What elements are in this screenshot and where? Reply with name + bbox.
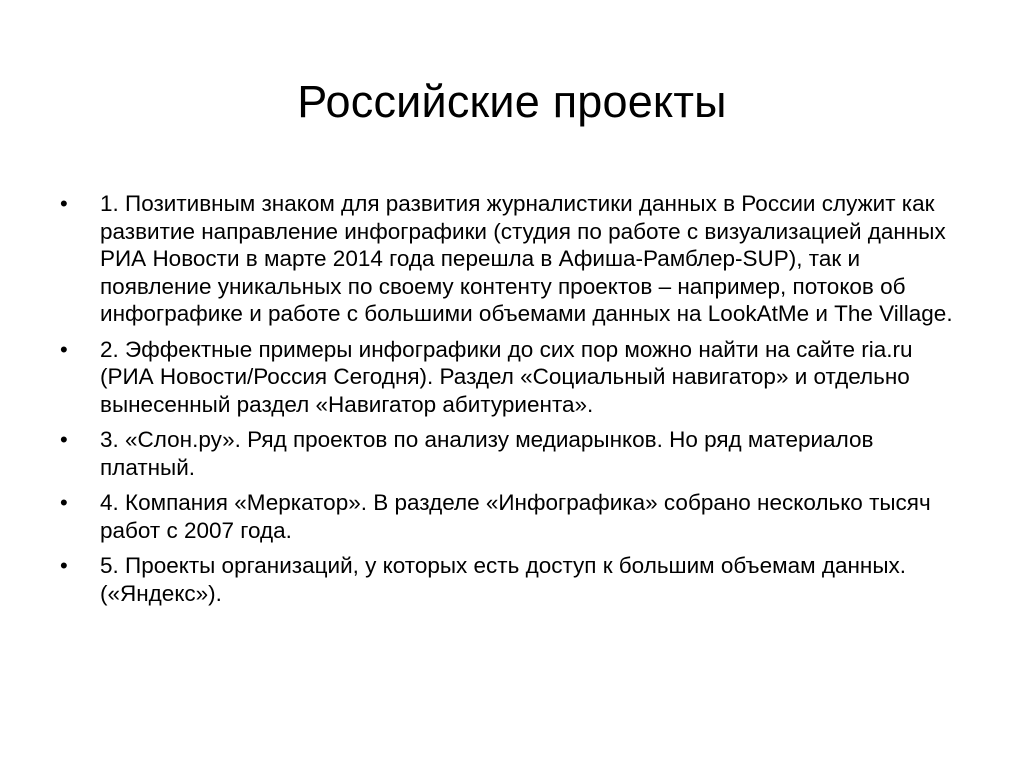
bullet-item-2	[60, 336, 960, 419]
bullet-icon: •	[60, 490, 68, 515]
bullet-text: 4. Компания «Меркатор». В разделе «Инфографика» собрано несколько тысяч работ с 2007 года.	[100, 490, 931, 543]
bullet-icon: •	[60, 427, 68, 452]
bullet-icon: •	[60, 336, 68, 362]
bullet-icon: •	[60, 191, 68, 216]
bullet-item-3	[60, 426, 960, 481]
bullet-list	[60, 190, 960, 615]
bullet-text: 3. «Слон.ру». Ряд проектов по анализу медиарынков. Но ряд материалов платный.	[100, 427, 874, 480]
slide-title: Российские проекты	[297, 76, 727, 127]
bullet-text: 2. Эффектные примеры инфографики до сих пор можно найти на сайте ria.ru (РИА Новости/Россия Сегодня). Раздел «Социальный навигатор» и отдельно вынесенный раздел «Навигатор абитуриента».	[100, 336, 913, 417]
bullet-text: 1. Позитивным знаком для развития журналистики данных в России служит как развитие направление инфографики (студия по работе с визуализацией данных РИА Новости в марте 2014 года перешла в Афиша-Рамблер-SUP), так и появление уникальных по своему контенту проектов – например, потоков об инфографике и работе с большими объемами данных на LookAtMe и The Village.	[100, 191, 953, 326]
bullet-item-4	[60, 489, 960, 544]
bullet-text: 5. Проекты организаций, у которых есть доступ к большим объемам данных. («Яндекс»).	[100, 553, 906, 606]
bullet-icon: •	[60, 553, 68, 578]
bullet-item-5	[60, 552, 960, 607]
bullet-item-1	[60, 190, 960, 328]
